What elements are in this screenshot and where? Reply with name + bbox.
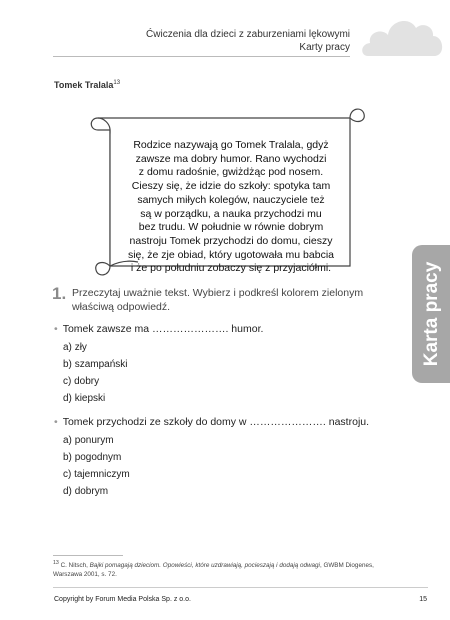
header-subtitle: Karty pracy bbox=[299, 42, 350, 53]
footnote: $^{13}$ C. Nitsch, Bajki pomagają dzieciom. Opowieści, które uzdrawiają, pocieszają i dodają odwagi, GWBM Diogenes, Warszawa 2001, s. 72. bbox=[53, 560, 374, 579]
story-line: zawsze ma dobry humor. Rano wychodzi bbox=[135, 152, 327, 165]
story-title: Tomek Tralala$^{13}$ bbox=[54, 80, 121, 90]
option-2a[interactable]: a) ponurym bbox=[63, 435, 114, 446]
page-number: 15 bbox=[419, 596, 427, 603]
option-2d[interactable]: d) dobrym bbox=[63, 486, 109, 497]
cloud-icon bbox=[358, 8, 446, 62]
option-1c[interactable]: c) dobry bbox=[63, 376, 100, 387]
side-tab bbox=[412, 245, 450, 383]
story-text bbox=[114, 139, 348, 276]
option-2b[interactable]: b) pogodnym bbox=[63, 452, 122, 463]
header-title: Ćwiczenia dla dzieci z zaburzeniami lękowymi bbox=[146, 29, 350, 40]
option-2c[interactable]: c) tajemniczym bbox=[63, 469, 130, 480]
footnote-divider bbox=[53, 555, 123, 556]
story-line: i że po południu zobaczy się z przyjaciółmi. bbox=[130, 262, 332, 275]
option-1d[interactable]: d) kiepski bbox=[63, 393, 106, 404]
side-tab-label: Karta pracy bbox=[421, 261, 442, 367]
question-1: • Tomek zawsze ma …………………. humor. bbox=[54, 323, 264, 335]
header-divider bbox=[53, 56, 350, 57]
story-line: z domu radośnie, gwiżdżąc pod nosem. bbox=[138, 166, 324, 179]
story-line: nastroju Tomek przychodzi do domu, cieszy bbox=[129, 234, 333, 247]
task-number: 1. bbox=[52, 284, 67, 303]
story-line: samych miłych kolegów, nauczyciele też bbox=[137, 193, 325, 206]
story-line: Cieszy się, że idzie do szkoły: spotyka tam bbox=[131, 180, 331, 193]
footer-divider bbox=[53, 587, 428, 588]
option-1a[interactable]: a) zły bbox=[63, 342, 87, 353]
question-2: • Tomek przychodzi ze szkoły do domy w …………………. nastroju. bbox=[54, 416, 370, 428]
story-line: się, że zje obiad, który ugotowała mu babcia bbox=[127, 248, 335, 261]
option-1b[interactable]: b) szampański bbox=[63, 359, 128, 370]
story-line: Rodzice nazywają go Tomek Tralala, gdyż bbox=[133, 139, 329, 151]
story-line: bez trudu. W południe w równie dobrym bbox=[138, 221, 324, 234]
task-instruction: Przeczytaj uważnie tekst. Wybierz i podkreśl kolorem zielonym właściwą odpowiedź. bbox=[72, 287, 364, 313]
copyright: Copyright by Forum Media Polska Sp. z o.o. bbox=[54, 596, 191, 603]
story-line: są w porządku, a nauka przychodzi mu bbox=[140, 207, 322, 220]
